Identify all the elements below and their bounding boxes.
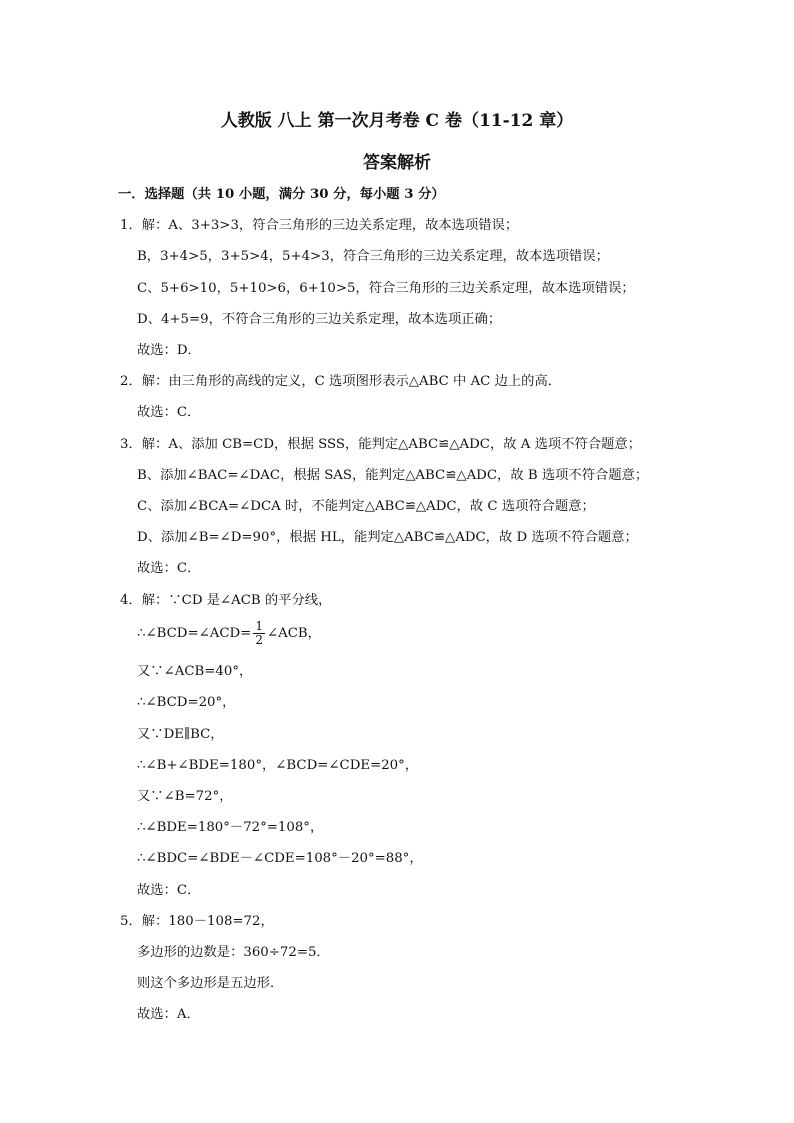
q2-answer: 故选：C． (137, 405, 201, 420)
q5-line-1: 5．解：180－108=72， (120, 914, 274, 929)
q1-line-1: 1．解：A、3+3>3，符合三角形的三边关系定理，故本选项错误； (120, 218, 519, 233)
q5-line-3: 则这个多边形是五边形． (137, 976, 284, 991)
q4-line-3: 又∵∠ACB=40°， (137, 664, 253, 679)
section-heading: 一．选择题（共 10 小题，满分 30 分，每小题 3 分） (118, 187, 445, 202)
fraction-denominator: 2 (255, 633, 263, 647)
q5-answer: 故选：A． (137, 1007, 200, 1022)
q4-answer: 故选：C． (137, 883, 201, 898)
q1-line-3: C、5+6>10，5+10>6，6+10>5，符合三角形的三边关系定理，故本选项错误； (137, 281, 635, 296)
fraction-one-half (253, 620, 265, 647)
q4-line-2 (137, 620, 321, 647)
q4-line-2-left: ∴∠BCD=∠ACD= (137, 626, 252, 641)
q4-line-1: 4．解：∵CD 是∠ACB 的平分线， (120, 593, 332, 608)
q4-line-9: ∴∠BDC=∠BDE－∠CDE=108°－20°=88°， (137, 851, 423, 866)
q4-line-4: ∴∠BCD=20°， (137, 695, 236, 710)
q3-line-4: D、添加∠B=∠D=90°，根据 HL，能判定△ABC≌△ADC，故 D 选项不符合题意； (137, 530, 638, 545)
q2-line-1: 2．解：由三角形的高线的定义，C 选项图形表示△ABC 中 AC 边上的高． (120, 374, 562, 389)
q3-line-3: C、添加∠BCA=∠DCA 时，不能判定△ABC≌△ADC，故 C 选项符合题意； (137, 499, 595, 514)
q3-line-2: B、添加∠BAC=∠DAC，根据 SAS，能判定△ABC≌△ADC，故 B 选项不符合题意； (137, 468, 649, 483)
q1-line-4: D、4+5=9，不符合三角形的三边关系定理，故本选项正确； (137, 312, 502, 327)
page-title: 人教版 八上 第一次月考卷 C 卷（11-12 章） (220, 111, 574, 131)
q4-line-8: ∴∠BDE=180°－72°=108°， (137, 820, 324, 835)
q4-line-2-right: ∠ACB， (266, 626, 321, 641)
q5-line-2: 多边形的边数是：360÷72=5． (137, 945, 330, 960)
q3-answer: 故选：C． (137, 561, 201, 576)
q3-line-1: 3．解：A、添加 CB=CD，根据 SSS，能判定△ABC≌△ADC，故 A 选项不符合题意； (120, 437, 642, 452)
q1-answer: 故选：D． (137, 343, 201, 358)
page-subtitle: 答案解析 (363, 153, 431, 173)
q4-line-5: 又∵DE∥BC， (137, 727, 224, 742)
q4-line-7: 又∵∠B=72°， (137, 789, 233, 804)
fraction-numerator: 1 (255, 619, 263, 633)
q4-line-6: ∴∠B+∠BDE=180°，∠BCD=∠CDE=20°， (137, 758, 419, 773)
q1-line-2: B，3+4>5，3+5>4，5+4>3，符合三角形的三边关系定理，故本选项错误； (137, 249, 609, 264)
